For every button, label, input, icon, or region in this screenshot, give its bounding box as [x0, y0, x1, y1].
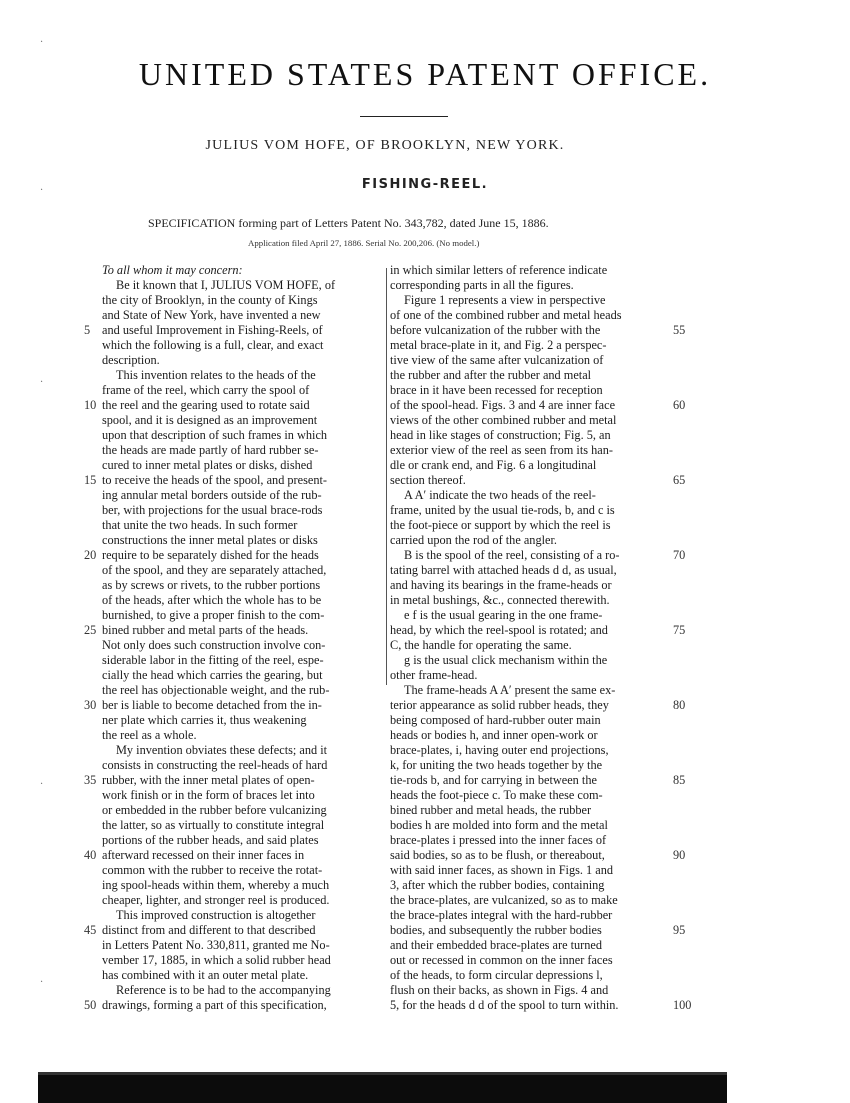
text-line: tive view of the same after vulcanization of: [390, 353, 604, 367]
text-line: require to be separately dished for the heads: [102, 548, 319, 562]
text-line: Not only does such construction involve con-: [102, 638, 326, 652]
text-line: consists in constructing the reel-heads of hard: [102, 758, 328, 772]
line-number: 50: [84, 998, 97, 1012]
text-line: bodies, and subsequently the rubber bodies: [390, 923, 602, 937]
text-line: the reel and the gearing used to rotate said: [102, 398, 310, 412]
text-line: has combined with it an outer metal plate.: [102, 968, 309, 982]
text-line: of the heads, after which the whole has to be: [102, 593, 322, 607]
text-line: This invention relates to the heads of the: [116, 368, 316, 382]
line-number: 80: [673, 698, 686, 712]
line-number: 25: [84, 623, 97, 637]
text-line: work finish or in the form of braces let into: [102, 788, 315, 802]
text-line: distinct from and different to that described: [102, 923, 316, 937]
text-line: of the spool-head. Figs. 3 and 4 are inner face: [390, 398, 616, 412]
text-line: cured to inner metal plates or disks, dished: [102, 458, 313, 472]
text-line: section thereof.: [390, 473, 466, 487]
text-line: B is the spool of the reel, consisting of a ro-: [404, 548, 620, 562]
text-line: terior appearance as solid rubber heads, they: [390, 698, 609, 712]
text-line: the heads are made partly of hard rubber se-: [102, 443, 319, 457]
text-line: cially the head which carries the gearing, but: [102, 668, 323, 682]
text-line: brace in it have been recessed for reception: [390, 383, 603, 397]
text-line: that unite the two heads. In such former: [102, 518, 298, 532]
left-text-column: [102, 263, 335, 1013]
text-line: the rubber and after the rubber and metal: [390, 368, 592, 382]
text-line: ner plate which carries it, thus weakening: [102, 713, 307, 727]
text-line: The frame-heads A A′ present the same ex-: [404, 683, 616, 697]
line-number: 70: [673, 548, 686, 562]
scan-speck: ·: [40, 377, 44, 388]
text-line: exterior view of the reel as seen from its han-: [390, 443, 613, 457]
text-line: tating barrel with attached heads d d, as usual,: [390, 563, 617, 577]
text-line: the reel has objectionable weight, and the rub-: [102, 683, 330, 697]
text-line: said bodies, so as to be flush, or thereabout,: [390, 848, 605, 862]
text-line: bined rubber and metal parts of the heads.: [102, 623, 309, 637]
line-number: 45: [84, 923, 97, 937]
text-line: frame, united by the usual tie-rods, b, and c is: [390, 503, 615, 517]
text-line: and having its bearings in the frame-heads or: [390, 578, 612, 592]
text-line: Figure 1 represents a view in perspective: [404, 293, 606, 307]
text-line: ing spool-heads within them, whereby a much: [102, 878, 330, 892]
text-line: common with the rubber to receive the rotat-: [102, 863, 323, 877]
text-line: This improved construction is altogether: [116, 908, 316, 922]
text-line: flush on their backs, as shown in Figs. 4 and: [390, 983, 609, 997]
text-line: in which similar letters of reference indicate: [390, 263, 608, 277]
title-rule: [360, 116, 448, 117]
text-line: brace-plates i pressed into the inner faces of: [390, 833, 607, 847]
text-line: To all whom it may concern:: [102, 263, 243, 277]
text-line: the brace-plates, are vulcanized, so as to make: [390, 893, 618, 907]
text-line: heads the foot-piece c. To make these com-: [390, 788, 603, 802]
text-line: tie-rods b, and for carrying in between the: [390, 773, 597, 787]
text-line: of the spool, and they are separately attached,: [102, 563, 327, 577]
text-line: which the following is a full, clear, and exact: [102, 338, 324, 352]
text-line: the brace-plates integral with the hard-rubber: [390, 908, 613, 922]
text-line: Reference is to be had to the accompanying: [116, 983, 331, 997]
text-line: dle or crank end, and Fig. 6 a longitudinal: [390, 458, 597, 472]
right-text-column: [390, 263, 622, 1013]
office-title: UNITED STATES PATENT OFFICE.: [138, 56, 712, 92]
line-number: 40: [84, 848, 97, 862]
text-line: bodies h are molded into form and the metal: [390, 818, 608, 832]
text-line: brace-plates, i, having outer end projections,: [390, 743, 609, 757]
text-line: in metal bushings, &c., connected therewith.: [390, 593, 610, 607]
patent-subject: FISHING-REEL.: [361, 177, 489, 192]
text-line: C, the handle for operating the same.: [390, 638, 572, 652]
line-number: 60: [673, 398, 686, 412]
line-number: 15: [84, 473, 97, 487]
line-number: 95: [673, 923, 686, 937]
text-line: g is the usual click mechanism within the: [404, 653, 608, 667]
text-line: carried upon the rod of the angler.: [390, 533, 557, 547]
text-line: heads or bodies h, and inner open-work or: [390, 728, 598, 742]
line-number: 65: [673, 473, 686, 487]
line-number: 30: [84, 698, 97, 712]
text-line: 3, after which the rubber bodies, containing: [390, 878, 605, 892]
text-line: of the heads, to form circular depressions l,: [390, 968, 603, 982]
text-line: as by screws or rivets, to the rubber portions: [102, 578, 321, 592]
line-number: 10: [84, 398, 97, 412]
text-line: constructions the inner metal plates or disks: [102, 533, 318, 547]
text-line: vember 17, 1885, in which a solid rubber head: [102, 953, 331, 967]
line-number: 75: [673, 623, 686, 637]
text-line: metal brace-plate in it, and Fig. 2 a perspec-: [390, 338, 607, 352]
text-line: rubber, with the inner metal plates of open-: [102, 773, 315, 787]
text-line: Be it known that I, JULIUS VOM HOFE, of: [116, 278, 336, 292]
text-line: or embedded in the rubber before vulcanizing: [102, 803, 327, 817]
text-line: out or recessed in common on the inner faces: [390, 953, 613, 967]
inventor-line: JULIUS VOM HOFE, OF BROOKLYN, NEW YORK.: [205, 138, 565, 153]
text-line: My invention obviates these defects; and it: [116, 743, 328, 757]
scan-speck: ·: [40, 779, 44, 790]
text-line: ber, with projections for the usual brace-rods: [102, 503, 323, 517]
text-line: k, for uniting the two heads together by the: [390, 758, 603, 772]
text-line: upon that description of such frames in which: [102, 428, 328, 442]
line-number: 90: [673, 848, 686, 862]
scan-footer-band: [38, 1072, 727, 1103]
text-line: and useful Improvement in Fishing-Reels, of: [102, 323, 323, 337]
line-number: 55: [673, 323, 686, 337]
line-number: 5: [84, 323, 91, 337]
text-line: portions of the rubber heads, and said plates: [102, 833, 319, 847]
text-line: 5, for the heads d d of the spool to turn within.: [390, 998, 619, 1012]
text-line: frame of the reel, which carry the spool of: [102, 383, 310, 397]
text-line: drawings, forming a part of this specification,: [102, 998, 327, 1012]
text-line: siderable labor in the fitting of the reel, espe-: [102, 653, 324, 667]
text-line: afterward recessed on their inner faces in: [102, 848, 305, 862]
text-line: corresponding parts in all the figures.: [390, 278, 574, 292]
text-line: spool, and it is designed as an improvement: [102, 413, 318, 427]
text-line: e f is the usual gearing in the one frame-: [404, 608, 603, 622]
text-line: the city of Brooklyn, in the county of Kings: [102, 293, 318, 307]
scan-speck: ·: [40, 37, 44, 48]
column-divider: [386, 268, 387, 685]
text-line: and State of New York, have invented a new: [102, 308, 321, 322]
specification-line: SPECIFICATION forming part of Letters Patent No. 343,782, dated June 15, 1886.: [148, 216, 549, 230]
text-line: views of the other combined rubber and metal: [390, 413, 617, 427]
text-line: bined rubber and metal heads, the rubber: [390, 803, 592, 817]
text-line: A A′ indicate the two heads of the reel-: [404, 488, 596, 502]
scan-speck: ·: [40, 977, 44, 988]
text-line: and their embedded brace-plates are turned: [390, 938, 603, 952]
text-line: the reel as a whole.: [102, 728, 197, 742]
text-line: head, by which the reel-spool is rotated; and: [390, 623, 608, 637]
text-line: head in like stages of construction; Fig. 5, an: [390, 428, 611, 442]
line-number: 35: [84, 773, 97, 787]
line-number: 100: [673, 998, 692, 1012]
text-line: ber is liable to become detached from the in-: [102, 698, 322, 712]
text-line: cheaper, lighter, and stronger reel is produced.: [102, 893, 330, 907]
text-line: before vulcanization of the rubber with the: [390, 323, 601, 337]
text-line: ing annular metal borders outside of the rub-: [102, 488, 322, 502]
application-line: Application filed April 27, 1886. Serial No. 200,206. (No model.): [248, 238, 480, 248]
scan-speck: ·: [40, 185, 44, 196]
text-line: the foot-piece or support by which the reel is: [390, 518, 611, 532]
line-number: 20: [84, 548, 97, 562]
text-line: in Letters Patent No. 330,811, granted me No-: [102, 938, 330, 952]
text-line: to receive the heads of the spool, and present-: [102, 473, 328, 487]
text-line: other frame-head.: [390, 668, 478, 682]
text-line: description.: [102, 353, 160, 367]
text-line: burnished, to give a proper finish to the com-: [102, 608, 325, 622]
text-line: being composed of hard-rubber outer main: [390, 713, 601, 727]
text-line: of one of the combined rubber and metal heads: [390, 308, 622, 322]
line-number: 85: [673, 773, 686, 787]
text-line: the latter, so as virtually to constitute integral: [102, 818, 325, 832]
text-line: with said inner faces, as shown in Figs. 1 and: [390, 863, 614, 877]
